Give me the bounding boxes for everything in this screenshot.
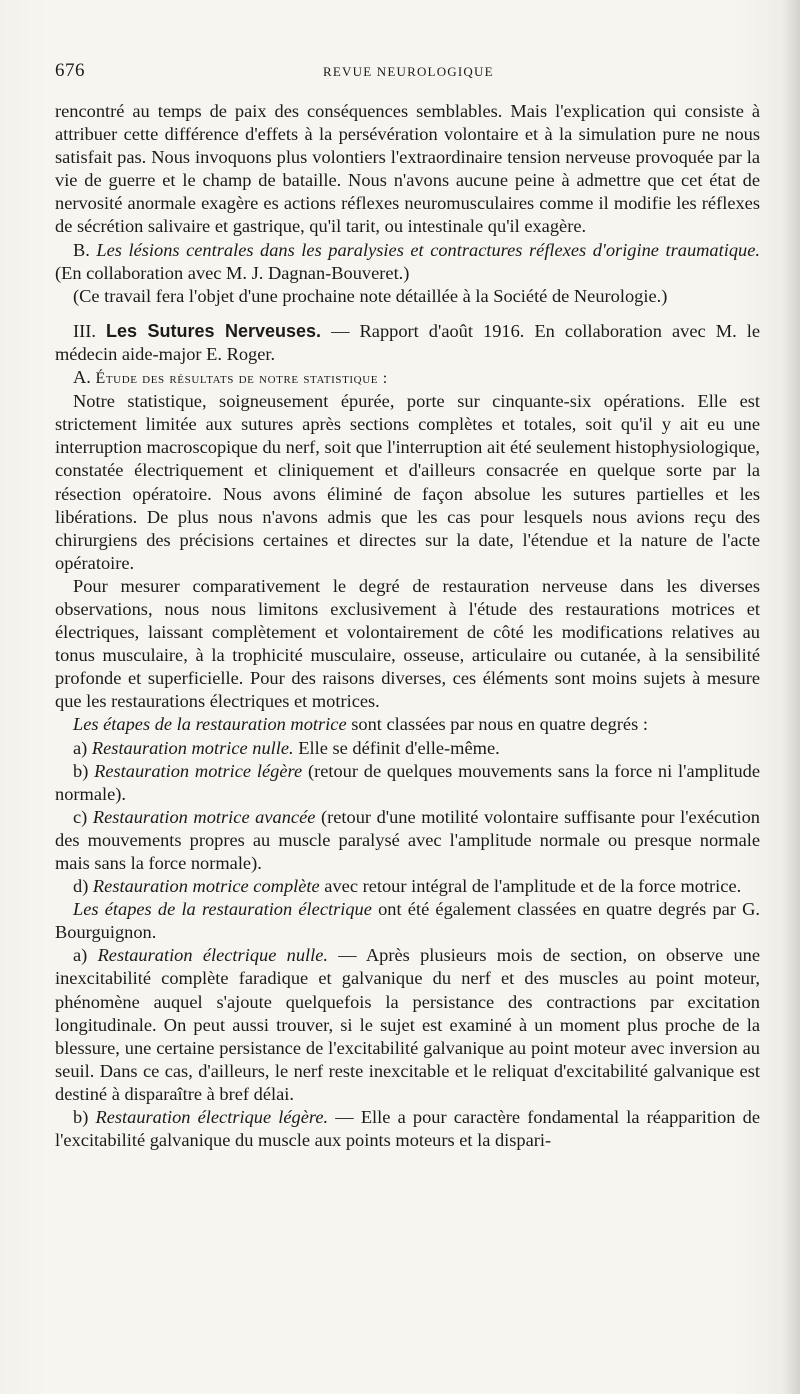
text-segment: Elle se définit d'elle-même. <box>293 737 500 758</box>
text-segment: (retour de quelques mouvements sans la force ni l'amplitude normale). <box>55 760 760 804</box>
section-numeral: III. <box>73 320 107 341</box>
text-segment: — Elle a pour caractère fondamental la réapparition de l'excitabilité galvanique du muscle aux points moteurs et la dispari- <box>55 1107 760 1151</box>
list-marker: b) <box>73 760 95 781</box>
paragraph-motor-stages <box>55 713 760 736</box>
subsection-letter: A. <box>73 367 96 388</box>
subsection-heading: Étude des résultats de notre statistique : <box>95 370 388 388</box>
list-marker: a) <box>73 737 92 758</box>
page-header <box>55 60 780 84</box>
list-item-electrical-b <box>55 1106 760 1152</box>
text-segment: Pour mesurer comparativement le degré de restauration nerveuse dans les diverses observations, nous nous limitons exclusivement à l'étude des restaurations motrices et électriques, laissant complètement et volontairement de côté les modifications relatives au tonus musculaire, à la trophicité musculaire, osseuse, articulaire ou cutanée, à la sensibilité profonde et superficielle. Pour des raisons diverses, ces éléments sont moins sujets à mesure que les restaurations électriques et motrices. <box>55 575 760 712</box>
text-segment: B. <box>73 239 97 260</box>
page-number: 676 <box>55 60 85 81</box>
list-marker: c) <box>73 806 93 827</box>
paragraph-electrical-stages <box>55 898 760 944</box>
text-segment: rencontré au temps de paix des conséquences semblables. Mais l'explication qui consiste à attribuer cette différence d'effets à la persévération volontaire et à la simulation pure ne nous satisfait pas. Nous invoquons plus volontiers l'extraordinaire tension nerveuse provoquée par la vie de guerre et le champ de bataille. Nous n'avons aucune peine à admettre que cet état de nervosité anormale exagère es actions réflexes neuromusculaires comme il modifie les réflexes de sécrétion salivaire et gastrique, qu'il tarit, ou intestinale qu'il exagère. <box>55 101 760 237</box>
text-segment: ont été également classées en quatre degrés par G. Bourguignon. <box>55 899 761 943</box>
list-item-electrical-a <box>55 944 760 1106</box>
paragraph-subsection-a <box>55 366 760 390</box>
italic-term: Restauration électrique nulle. <box>97 945 328 966</box>
italic-term: Les étapes de la restauration électrique <box>73 899 372 920</box>
paragraph-measurement <box>55 575 760 714</box>
text-segment: (retour d'une motilité volontaire suffisante pour l'exécution des mouvements propres au muscle paralysé avec l'amplitude normale ou presque normale mais sans la force normale). <box>55 806 761 873</box>
paragraph-war-nervousness <box>55 100 760 239</box>
text-segment: — Rapport d'août 1916. En collaboration avec M. le médecin aide-major E. Roger. <box>55 320 760 364</box>
italic-term: Restauration motrice complète <box>92 876 320 897</box>
italic-title: Les lésions centrales dans les paralysies et contractures réflexes d'origine traumatique. <box>96 239 760 260</box>
paragraph-central-lesions <box>55 239 760 285</box>
text-segment: sont classées par nous en quatre degrés : <box>346 714 648 735</box>
page-edge-shadow <box>782 0 800 1394</box>
running-title: REVUE NEUROLOGIQUE <box>323 64 494 79</box>
list-marker: b) <box>73 1107 96 1128</box>
list-marker: d) <box>73 876 93 897</box>
paragraph-section-iii <box>55 320 760 366</box>
section-heading: Les Sutures Nerveuses. <box>106 320 322 341</box>
paragraph-statistics <box>55 390 760 575</box>
italic-term: Restauration électrique légère. <box>95 1107 329 1128</box>
text-segment: (Ce travail fera l'objet d'une prochaine note détaillée à la Société de Neurologie.) <box>73 285 668 306</box>
italic-term: Restauration motrice avancée <box>92 806 316 827</box>
italic-term: Restauration motrice nulle. <box>91 737 294 758</box>
italic-term: Restauration motrice légère <box>94 760 303 781</box>
text-segment: avec retour intégral de l'amplitude et de la force motrice. <box>319 876 742 897</box>
italic-term: Les étapes de la restauration motrice <box>73 714 347 735</box>
paragraph-society-note <box>55 285 760 308</box>
text-segment: (En collaboration avec M. J. Dagnan-Bouveret.) <box>55 262 410 283</box>
page-body <box>55 100 760 1152</box>
list-item-motor-c <box>55 806 760 875</box>
list-marker: a) <box>73 945 98 966</box>
list-item-motor-b <box>55 760 760 806</box>
list-item-motor-a <box>55 737 760 760</box>
text-segment: — Après plusieurs mois de section, on observe une inexcitabilité complète faradique et galvanique du nerf et des muscles au point moteur, phénomène auquel s'ajoute quelquefois la persistance des contractions par excitation longitudinale. On peut aussi trouver, si le sujet est examiné à un moment plus proche de la blessure, une certaine persistance de l'excitabilité galvanique au point moteur avec inversion au seuil. Dans ce cas, d'ailleurs, le nerf reste inexcitable et le reliquat d'excitabilité galvanique est destiné à disparaître à bref délai. <box>55 945 761 1104</box>
text-segment: Notre statistique, soigneusement épurée, porte sur cinquante-six opérations. Elle est strictement limitée aux sutures après sections complètes et totales, soit qu'il y ait eu une interruption macroscopique du nerf, soit que l'interruption ait été seulement histophysiologique, constatée électriquement et cliniquement et d'ailleurs consacrée en quelque sorte par la résection opératoire. Nous avons éliminé de façon absolue les sutures partielles et les libérations. De plus nous n'avons admis que les cas pour lesquels nous avions reçu des chirurgiens des précisions certaines et directes sur la date, l'étendue et la nature de l'acte opératoire. <box>55 391 760 573</box>
list-item-motor-d <box>55 875 760 898</box>
